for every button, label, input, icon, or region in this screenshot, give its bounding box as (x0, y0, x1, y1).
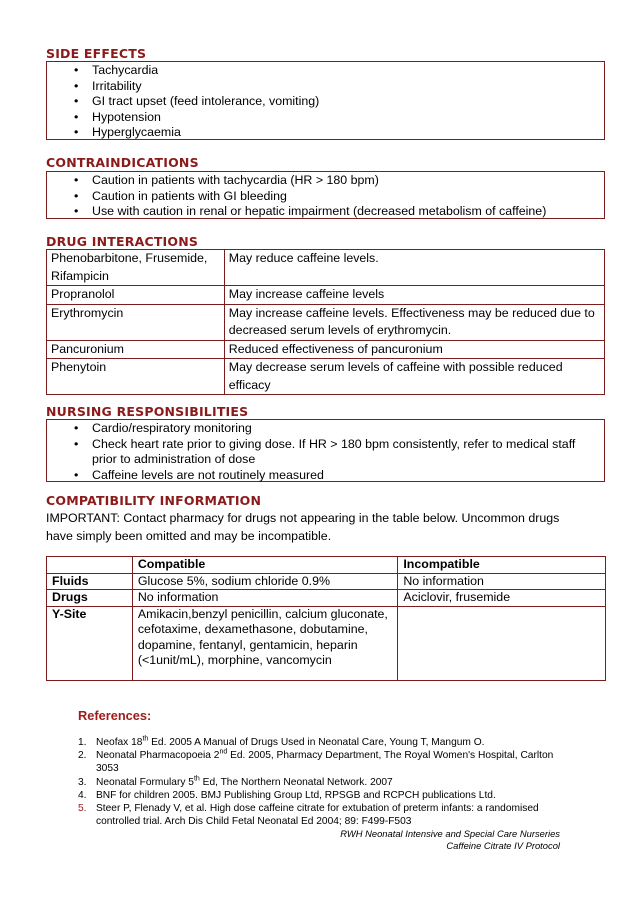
table-row (47, 359, 605, 395)
drug-cell: Erythromycin (47, 304, 225, 340)
list-item: • Hypotension (47, 110, 604, 126)
reference-text: Neofax 18 (96, 737, 143, 748)
reference-number: 1. (78, 737, 87, 748)
side-effects-heading: SIDE EFFECTS (46, 46, 147, 61)
row-label: Fluids (47, 573, 133, 590)
table-header-row (47, 557, 606, 574)
compatibility-note: IMPORTANT: Contact pharmacy for drugs not appearing in the table below. Uncommon drugs have simply been omitted and may be incompatible. (46, 511, 560, 543)
list-item: • Tachycardia (47, 63, 604, 79)
list-item: • Use with caution in renal or hepatic impairment (decreased metabolism of caffeine) (47, 204, 604, 220)
reference-text: Ed, The Northern Neonatal Network. 2007 (199, 776, 393, 788)
reference-item (78, 749, 566, 775)
reference-number: 5. (78, 803, 87, 815)
nursing-list (47, 421, 604, 483)
table-row (47, 250, 605, 286)
list-item: • Caffeine levels are not routinely measured (47, 468, 604, 484)
footer-line-2: Caffeine Citrate IV Protocol (446, 839, 560, 851)
table-row (47, 573, 606, 590)
drug-cell: Phenytoin (47, 359, 225, 395)
effect-cell: May increase caffeine levels. Effectiveness may be reduced due to decreased serum levels of erythromycin. (224, 304, 604, 340)
side-effects-list (47, 63, 604, 141)
incompatible-cell (398, 606, 606, 680)
list-item: • Cardio/respiratory monitoring (47, 421, 604, 437)
effect-cell: May increase caffeine levels (224, 286, 604, 305)
list-item: • Hyperglycaemia (47, 125, 604, 141)
effect-cell: May decrease serum levels of caffeine with possible reduced efficacy (224, 359, 604, 395)
list-item: • Irritability (47, 79, 604, 95)
nursing-box (46, 419, 605, 482)
table-row (47, 590, 606, 607)
table-row (47, 286, 605, 305)
compatible-header: Compatible (132, 557, 398, 574)
effect-cell: May reduce caffeine levels. (224, 250, 604, 286)
drug-cell: Pancuronium (47, 340, 225, 359)
reference-number: 4. (78, 789, 87, 801)
reference-text: Neonatal Formulary 5 (96, 776, 194, 788)
table-row (47, 606, 606, 680)
table-row (47, 340, 605, 359)
incompatible-cell: Aciclovir, frusemide (398, 590, 606, 607)
list-item: • Caution in patients with tachycardia (HR > 180 bpm) (47, 173, 604, 189)
contraindications-heading: CONTRAINDICATIONS (46, 155, 199, 170)
incompatible-cell: No information (398, 573, 606, 590)
contraindications-list (47, 173, 604, 220)
reference-text: Steer P, Flenady V, et al. High dose caffeine citrate for extubation of preterm infants: a randomised controlled trial. Arch Dis Child Fetal Neonatal Ed 2004; 89: F499-F503 (96, 803, 539, 828)
compatible-cell: No information (132, 590, 398, 607)
reference-number: 3. (78, 776, 87, 788)
footer (340, 828, 560, 851)
drug-interactions-heading: DRUG INTERACTIONS (46, 234, 199, 249)
reference-item (78, 776, 566, 789)
row-label: Y-Site (47, 606, 133, 680)
drug-interactions-table (46, 249, 605, 395)
reference-text: Ed. 2005 A Manual of Drugs Used in Neonatal Care, Young T, Mangum O. (148, 737, 485, 748)
reference-sup: nd (219, 748, 228, 756)
table-row (47, 304, 605, 340)
reference-item (78, 802, 566, 828)
list-item: • Check heart rate prior to giving dose. If HR > 180 bpm consistently, refer to medical staff prior to administration of dose (47, 437, 604, 468)
drug-cell: Phenobarbitone, Frusemide, Rifampicin (47, 250, 225, 286)
incompatible-header: Incompatible (398, 557, 606, 574)
nursing-heading: NURSING RESPONSIBILITIES (46, 404, 249, 419)
list-item: • GI tract upset (feed intolerance, vomiting) (47, 94, 604, 110)
reference-item (78, 736, 566, 749)
reference-sup: th (193, 775, 200, 783)
contraindications-box (46, 171, 605, 219)
compatible-cell: Amikacin,benzyl penicillin, calcium gluconate, cefotaxime, dexamethasone, dobutamine, dopamine, fentanyl, gentamicin, heparin (<1unit/mL), morphine, vancomycin (132, 606, 398, 680)
reference-text: Neonatal Pharmacopoeia 2 (96, 750, 220, 762)
reference-text: Ed. 2005, Pharmacy Department, The Royal Women's Hospital, Carlton 3053 (96, 750, 554, 775)
reference-text: BNF for children 2005. BMJ Publishing Group Ltd, RPSGB and RCPCH publications Ltd. (96, 789, 496, 801)
reference-item (78, 789, 566, 802)
effect-cell: Reduced effectiveness of pancuronium (224, 340, 604, 359)
side-effects-box (46, 61, 605, 140)
compatible-cell: Glucose 5%, sodium chloride 0.9% (132, 573, 398, 590)
references-heading: References: (78, 708, 152, 723)
blank-header-cell (47, 557, 133, 574)
compatibility-table (46, 556, 606, 681)
row-label: Drugs (47, 590, 133, 607)
reference-number: 2. (78, 750, 87, 762)
list-item: • Caution in patients with GI bleeding (47, 189, 604, 205)
compatibility-heading: COMPATIBILITY INFORMATION (46, 493, 262, 508)
reference-sup: th (142, 735, 149, 743)
references-list (78, 736, 566, 828)
footer-line-1: RWH Neonatal Intensive and Special Care Nurseries (340, 828, 560, 839)
drug-cell: Propranolol (47, 286, 225, 305)
